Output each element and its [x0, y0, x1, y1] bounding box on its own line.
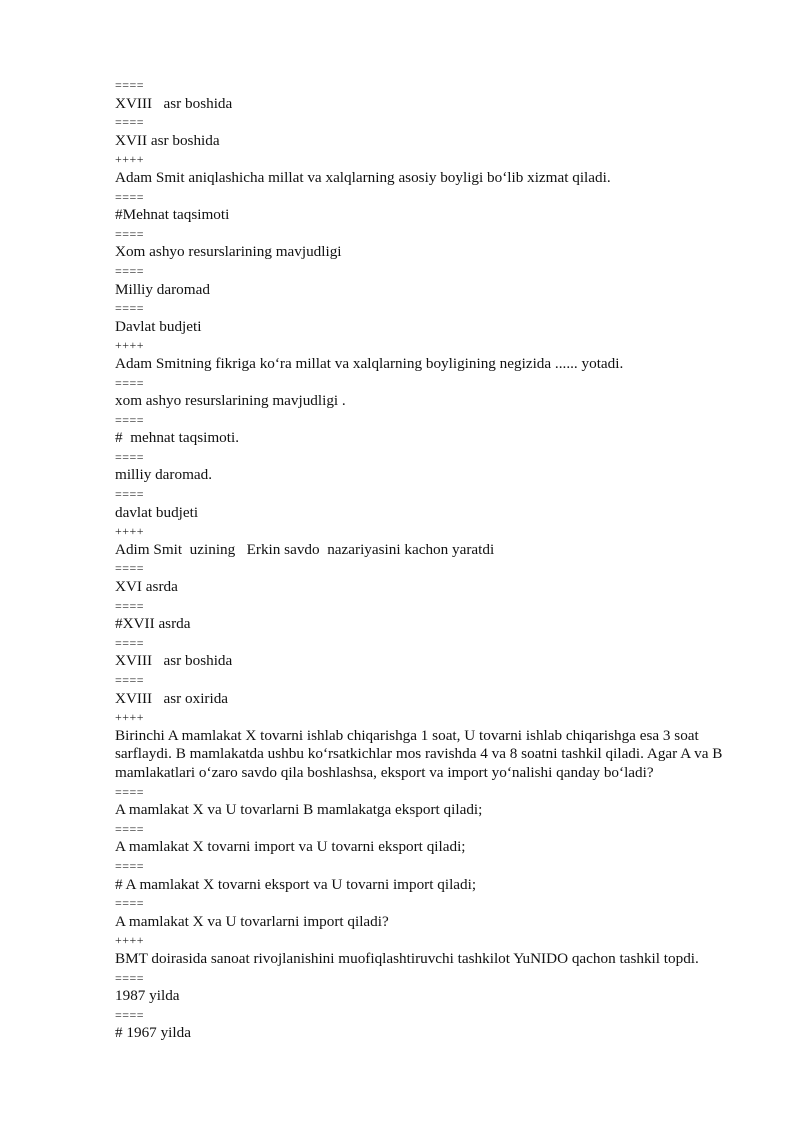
question-separator: ++++ [115, 933, 145, 948]
option-separator: ==== [115, 673, 145, 687]
option-separator: ==== [115, 635, 145, 650]
option-separator: ==== [115, 896, 145, 911]
document-line: Adam Smit aniqlashicha millat va xalqlarning asosiy boyligi bo‘lib xizmat qiladi. [115, 168, 611, 186]
document-line: A mamlakat X tovarni import va U tovarni eksport qiladi; [115, 838, 466, 856]
document-line: Adam Smitning fikriga ko‘ra millat va xalqlarning boyligining negizida ...... yotadi. [115, 354, 624, 372]
option-separator: ==== [115, 375, 145, 390]
document-line: davlat budjeti [115, 503, 199, 521]
document-line: milliy daromad. [115, 466, 213, 484]
option-separator: ==== [115, 821, 145, 836]
document-line: # A mamlakat X tovarni eksport va U tovarni import qiladi; [115, 875, 477, 893]
question-separator: ++++ [115, 710, 145, 725]
document-line: XVIII asr boshida [115, 652, 233, 670]
option-separator: ==== [115, 189, 145, 204]
document-line: Adim Smit uzining Erkin savdo nazariyasini kachon yaratdi [115, 540, 495, 558]
option-separator: ==== [115, 561, 145, 576]
option-separator: ==== [115, 226, 145, 241]
question-separator: ++++ [115, 338, 145, 353]
document-line: # mehnat taqsimoti. [115, 429, 240, 447]
option-separator: ==== [115, 449, 145, 464]
document-line: Davlat budjeti [115, 317, 202, 335]
document-line: xom ashyo resurslarining mavjudligi . [115, 392, 346, 410]
document-line: A mamlakat X va U tovarlarni import qiladi? [115, 912, 389, 930]
question-paragraph: Birinchi A mamlakat X tovarni ishlab chiqarishga 1 soat, U tovarni ishlab chiqarishga esa 3 soat sarflaydi. B mamlakatda ushbu ko‘rsatkichlar mos ravishda 4 va 8 soatni tashkil qiladi. Agar A va B mamlakatlari o‘zaro savdo qila boshlashsa, eksport va import yo‘nalishi qanday bo‘ladi? [115, 726, 727, 781]
document-line: #Mehnat taqsimoti [115, 206, 230, 224]
document-line: XVIII asr oxirida [115, 689, 229, 707]
option-separator: ==== [115, 858, 145, 873]
document-line: XVII asr boshida [115, 131, 220, 149]
document-line: BMT doirasida sanoat rivojlanishini muofiqlashtiruvchi tashkilot YuNIDO qachon tashkil topdi. [115, 949, 699, 967]
option-separator: ==== [115, 78, 145, 92]
document-line: Xom ashyo resurslarining mavjudligi [115, 243, 342, 261]
document-line: Milliy daromad [115, 280, 210, 298]
document-line: XVIII asr boshida [115, 94, 233, 112]
document-line: #XVII asrda [115, 615, 191, 633]
document-line: 1987 yilda [115, 987, 180, 1005]
question-separator: ++++ [115, 524, 145, 539]
document-line: A mamlakat X va U tovarlarni B mamlakatga eksport qiladi; [115, 801, 483, 819]
option-separator: ==== [115, 487, 145, 502]
option-separator: ==== [115, 301, 145, 316]
document-line: XVI asrda [115, 578, 178, 596]
option-separator: ==== [115, 1007, 145, 1022]
option-separator: ==== [115, 115, 145, 130]
option-separator: ==== [115, 263, 145, 278]
document-line: # 1967 yilda [115, 1024, 191, 1042]
option-separator: ==== [115, 784, 145, 799]
document-page [115, 76, 745, 1043]
option-separator: ==== [115, 412, 145, 427]
question-separator: ++++ [115, 152, 145, 167]
option-separator: ==== [115, 598, 145, 613]
option-separator: ==== [115, 970, 145, 985]
